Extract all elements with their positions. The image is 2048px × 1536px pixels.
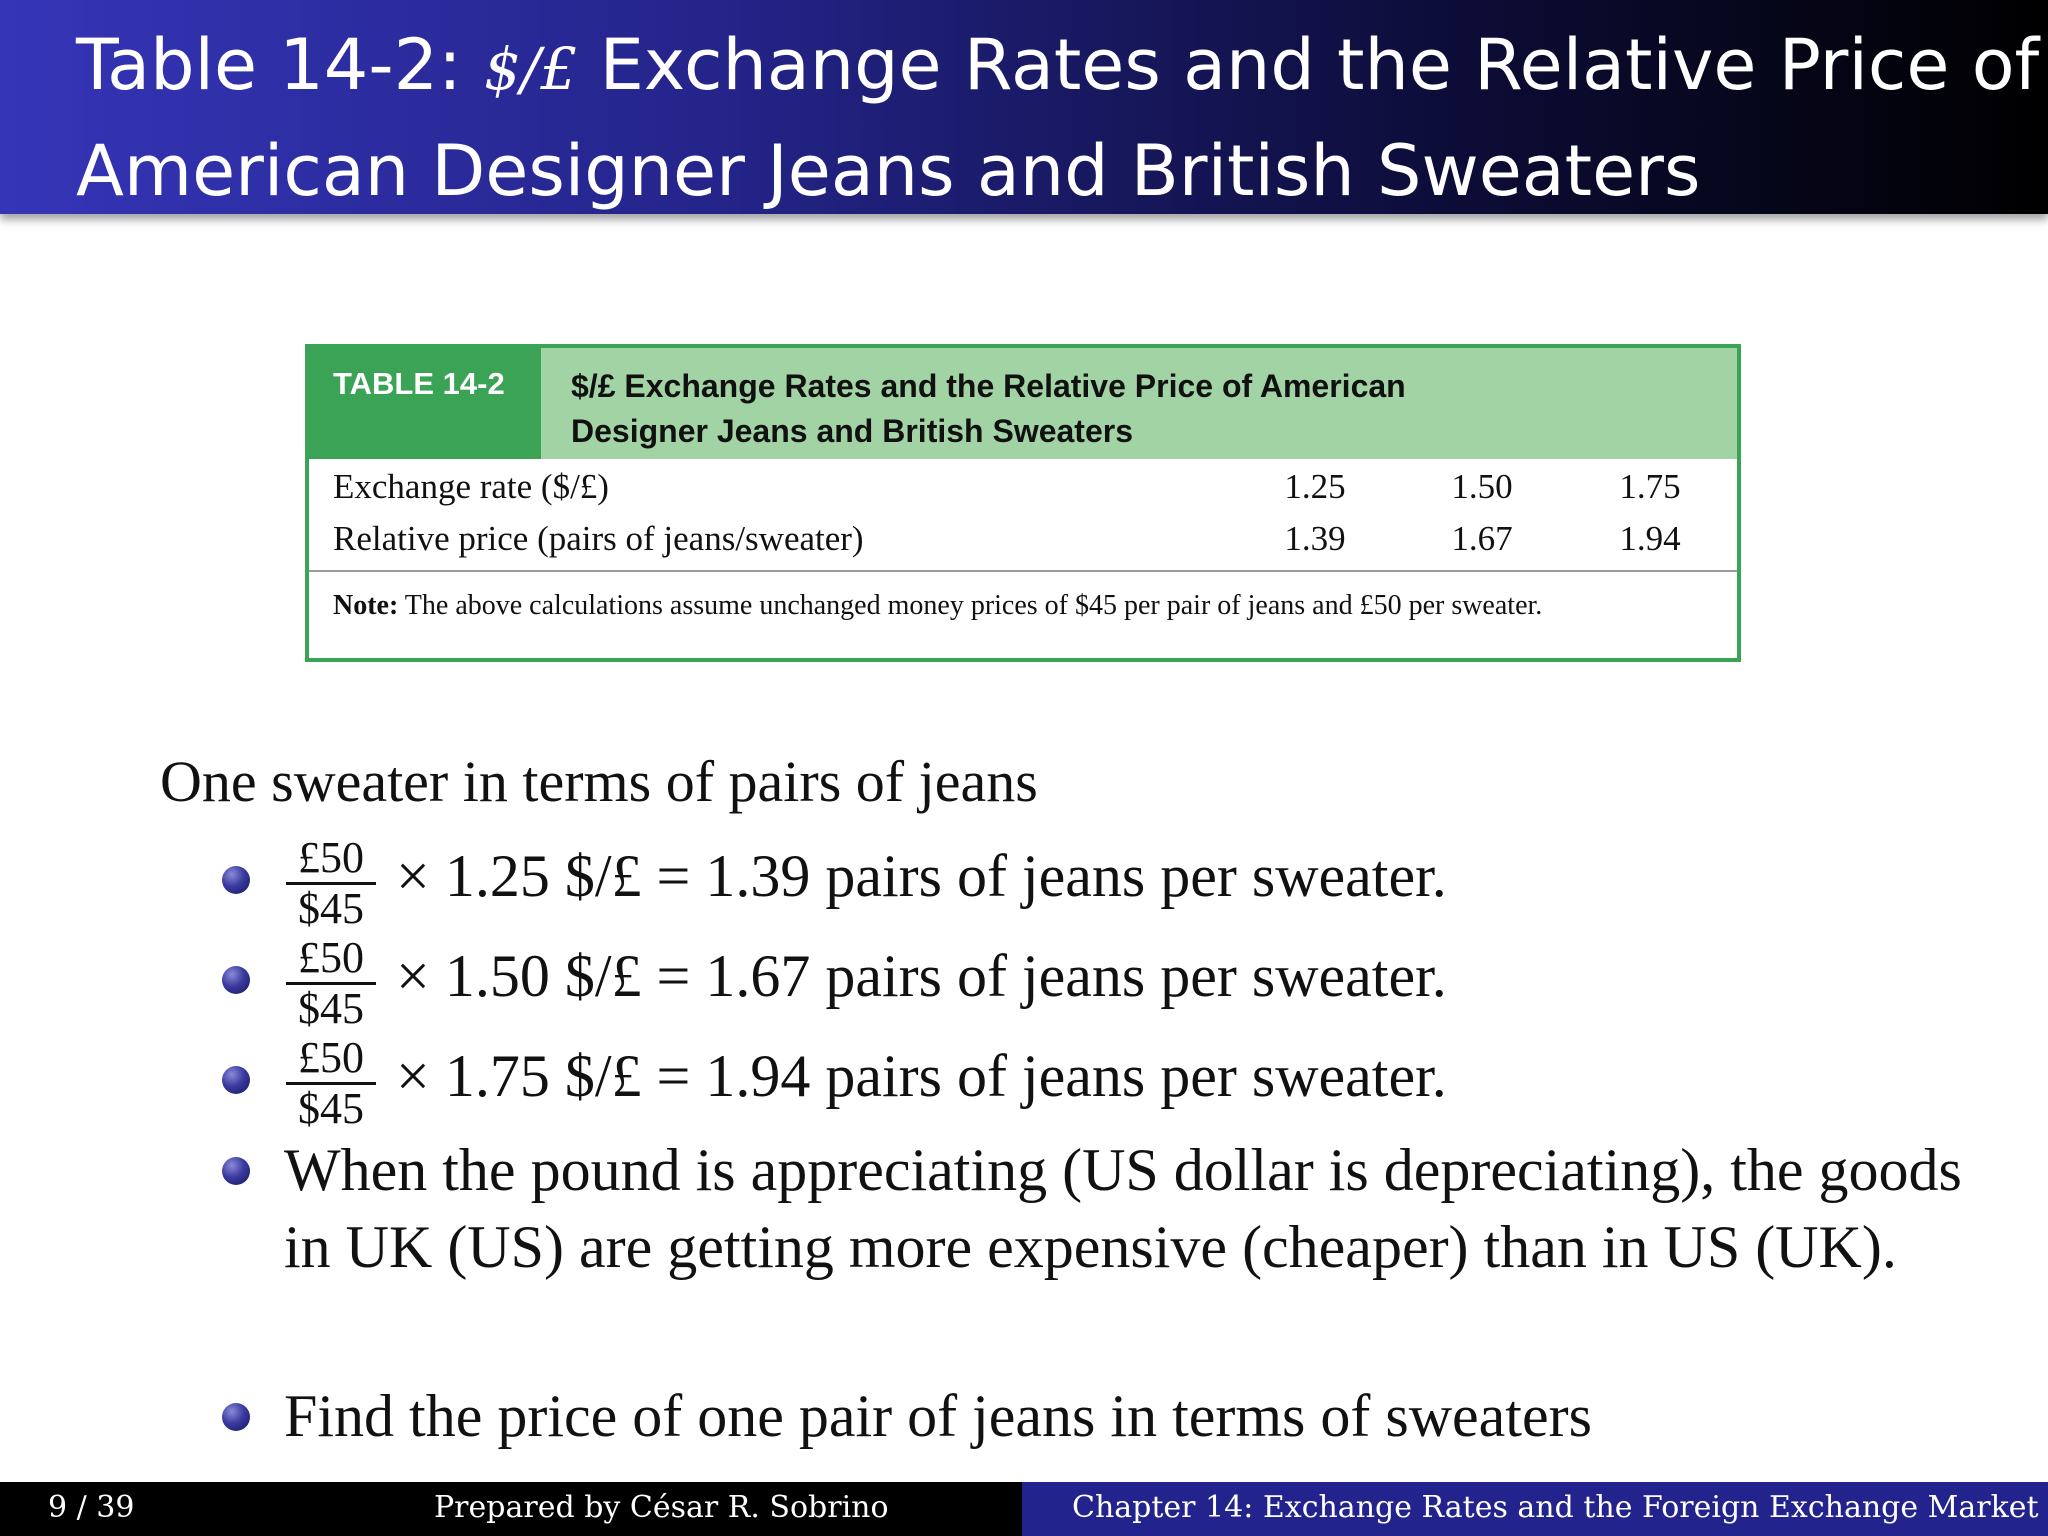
bullet-icon (222, 1066, 250, 1094)
fraction-numerator: £50 (286, 936, 376, 985)
bullet-icon (222, 966, 250, 994)
calc-expression: × 1.75 $/£ = 1.94 pairs of jeans per sweater. (396, 1043, 1447, 1109)
table-row (309, 467, 1737, 519)
fraction (286, 833, 376, 933)
footer-author: Prepared by César R. Sobrino (434, 1490, 889, 1525)
table-cell: 1.94 (1619, 519, 1681, 558)
table-row-label: Relative price (pairs of jeans/sweater) (333, 519, 864, 558)
footer-chapter: Chapter 14: Exchange Rates and the Foreign Exchange Market (1072, 1490, 2039, 1525)
fraction-denominator: $45 (298, 1084, 364, 1133)
fraction-numerator: £50 (286, 1036, 376, 1085)
table-note-label: Note: (333, 590, 399, 621)
table-cell: 1.50 (1451, 467, 1513, 506)
fraction-denominator: $45 (298, 984, 364, 1033)
slide-title-line-1 (76, 14, 2040, 120)
bullet-text: Find the price of one pair of jeans in terms of sweaters (284, 1383, 1592, 1449)
table-header (309, 348, 1737, 459)
title-bar (0, 0, 2048, 214)
table-row (309, 519, 1737, 571)
footer-left (0, 1482, 1022, 1536)
slide-title (76, 14, 2040, 222)
table-tag: TABLE 14-2 (309, 348, 541, 459)
fraction (286, 1033, 376, 1133)
bullet-icon (222, 866, 250, 894)
slide-title-currency: $/£ (483, 35, 578, 103)
table-note (333, 590, 1542, 622)
table-divider (309, 570, 1737, 572)
fraction-numerator: £50 (286, 836, 376, 885)
table-note-text: The above calculations assume unchanged money prices of $45 per pair of jeans and £50 per sweater. (398, 590, 1543, 621)
table-cell: 1.67 (1451, 519, 1513, 558)
fraction-denominator: $45 (298, 884, 364, 933)
table-caption-line-2: Designer Jeans and British Sweaters (571, 413, 1133, 449)
calc-expression: × 1.50 $/£ = 1.67 pairs of jeans per sweater. (396, 943, 1447, 1009)
bullet-icon (222, 1403, 250, 1431)
bullet-icon (222, 1157, 250, 1185)
table-cell: 1.39 (1284, 519, 1346, 558)
slide-title-prefix: Table 14-2: (76, 24, 484, 106)
table-caption (571, 364, 1671, 454)
bullet-text: When the pound is appreciating (US dollar is depreciating), the goods in UK (US) are getting more expensive (cheaper) than in US (UK). (284, 1137, 1962, 1280)
fraction (286, 933, 376, 1033)
lead-text: One sweater in terms of pairs of jeans (160, 749, 1038, 814)
calc-expression: × 1.25 $/£ = 1.39 pairs of jeans per sweater. (396, 843, 1447, 909)
footer-right (1022, 1482, 2048, 1536)
table-cell: 1.75 (1619, 467, 1681, 506)
table-caption-line-1: $/£ Exchange Rates and the Relative Price of American (571, 368, 1406, 404)
footer (0, 1482, 2048, 1536)
page-number: 9 / 39 (48, 1490, 135, 1525)
table-cell: 1.25 (1284, 467, 1346, 506)
table-figure (305, 344, 1741, 662)
table-row-label: Exchange rate ($/£) (333, 467, 609, 506)
slide-title-line-2: American Designer Jeans and British Sweaters (76, 130, 1701, 212)
slide-title-suffix: Exchange Rates and the Relative Price of (577, 24, 2040, 106)
